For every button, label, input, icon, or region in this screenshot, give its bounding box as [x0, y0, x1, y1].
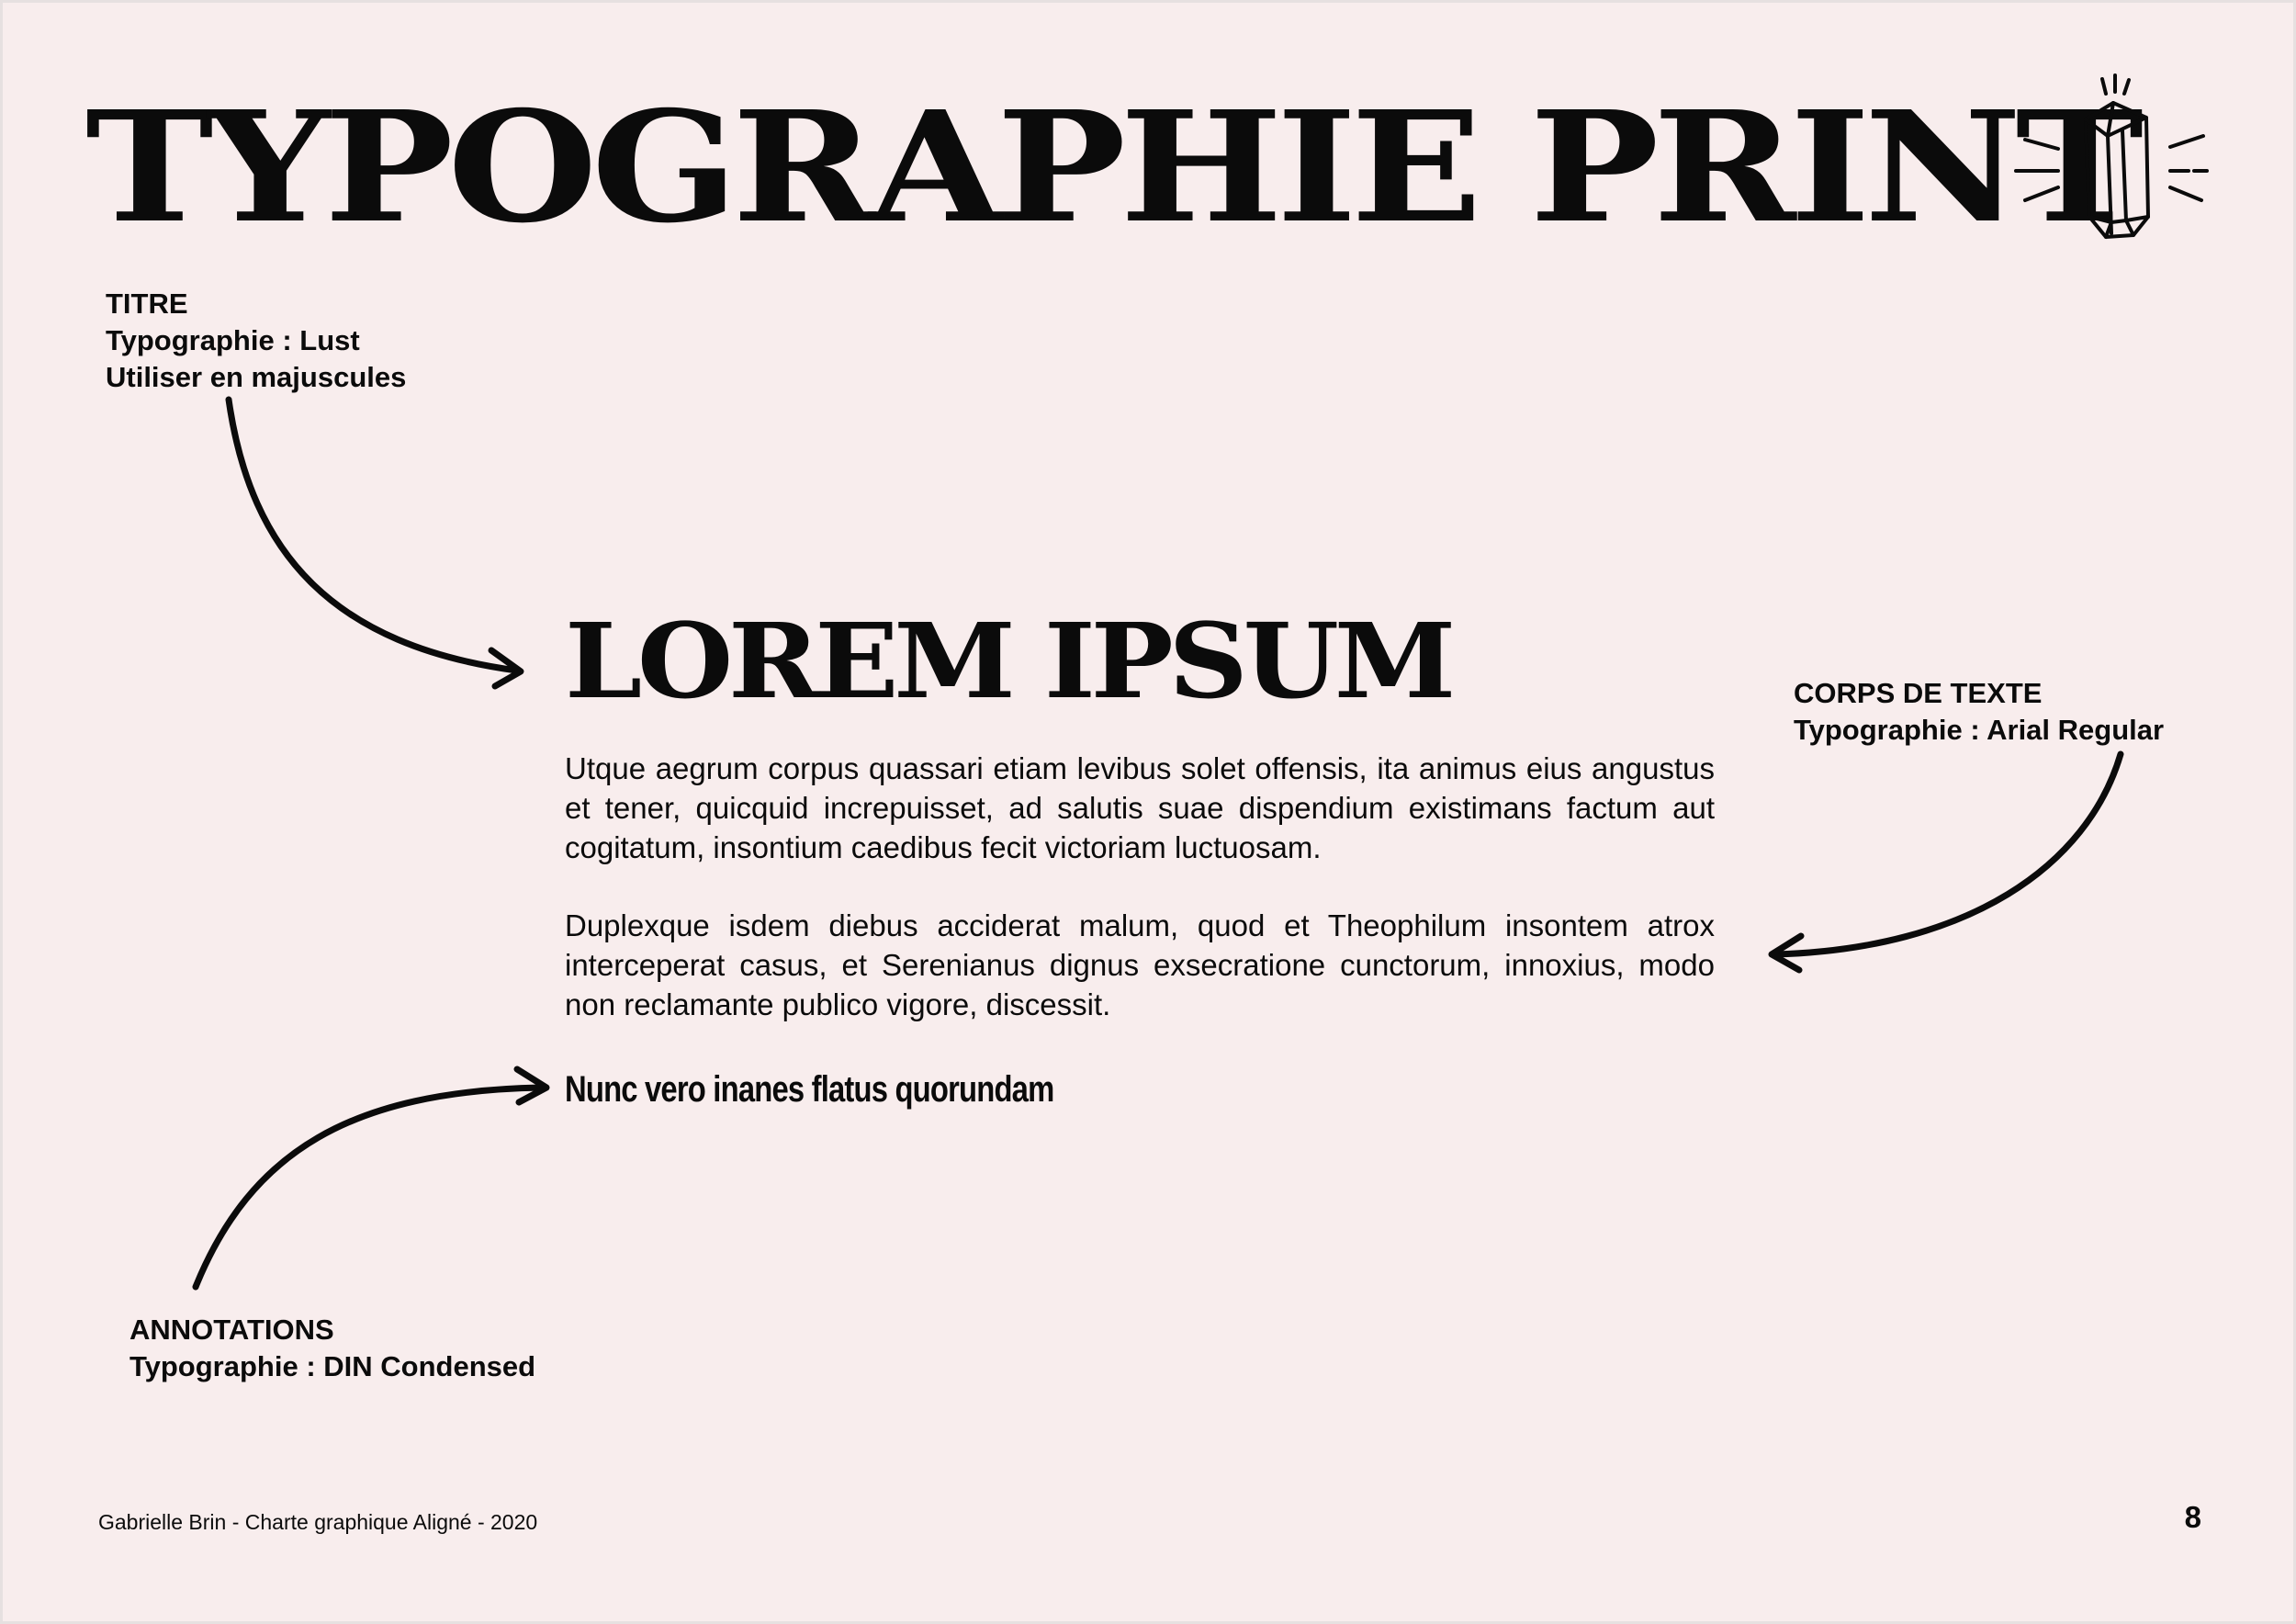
annotations-annotation-font: Typographie : DIN Condensed [129, 1350, 536, 1382]
body-annotation-label: CORPS DE TEXTE [1794, 677, 2043, 709]
page-number: 8 [2184, 1500, 2201, 1534]
title-annotation-usage: Utiliser en majuscules [106, 361, 407, 393]
title-annotation-label: TITRE [106, 288, 188, 320]
title-arrow-icon [229, 400, 521, 686]
page [3, 3, 2293, 1621]
body-arrow-icon [1772, 754, 2121, 970]
annotation-arrow-icon [196, 1069, 546, 1287]
sample-annotation: Nunc vero inanes flatus quorundam [565, 1069, 1054, 1110]
sample-heading: LOREM IPSUM [565, 602, 1452, 722]
footer-credit: Gabrielle Brin - Charte graphique Aligné - 2020 [98, 1510, 538, 1534]
title-annotation-font: Typographie : Lust [106, 324, 360, 356]
page-title: TYPOGRAPHIE PRINT [85, 78, 2138, 257]
annotations-annotation-label: ANNOTATIONS [129, 1314, 334, 1346]
body-annotation-font: Typographie : Arial Regular [1794, 714, 2165, 746]
sample-paragraph-2: Duplexque isdem diebus acciderat malum, quod et Theophilum insontem atrox interceperat casus, et Serenianus dignus exsecratione cunctorum, innoxius, modo non reclamante publico vigore, discessit. [565, 908, 1715, 1021]
sample-paragraph-1: Utque aegrum corpus quassari etiam levibus solet offensis, ita animus eius angustus et tener, quicquid increpuisset, ad salutis suae dispendium existimans factum aut cogitatum, insontium caedibus fecit victoriam luctuosam. [565, 751, 1715, 864]
